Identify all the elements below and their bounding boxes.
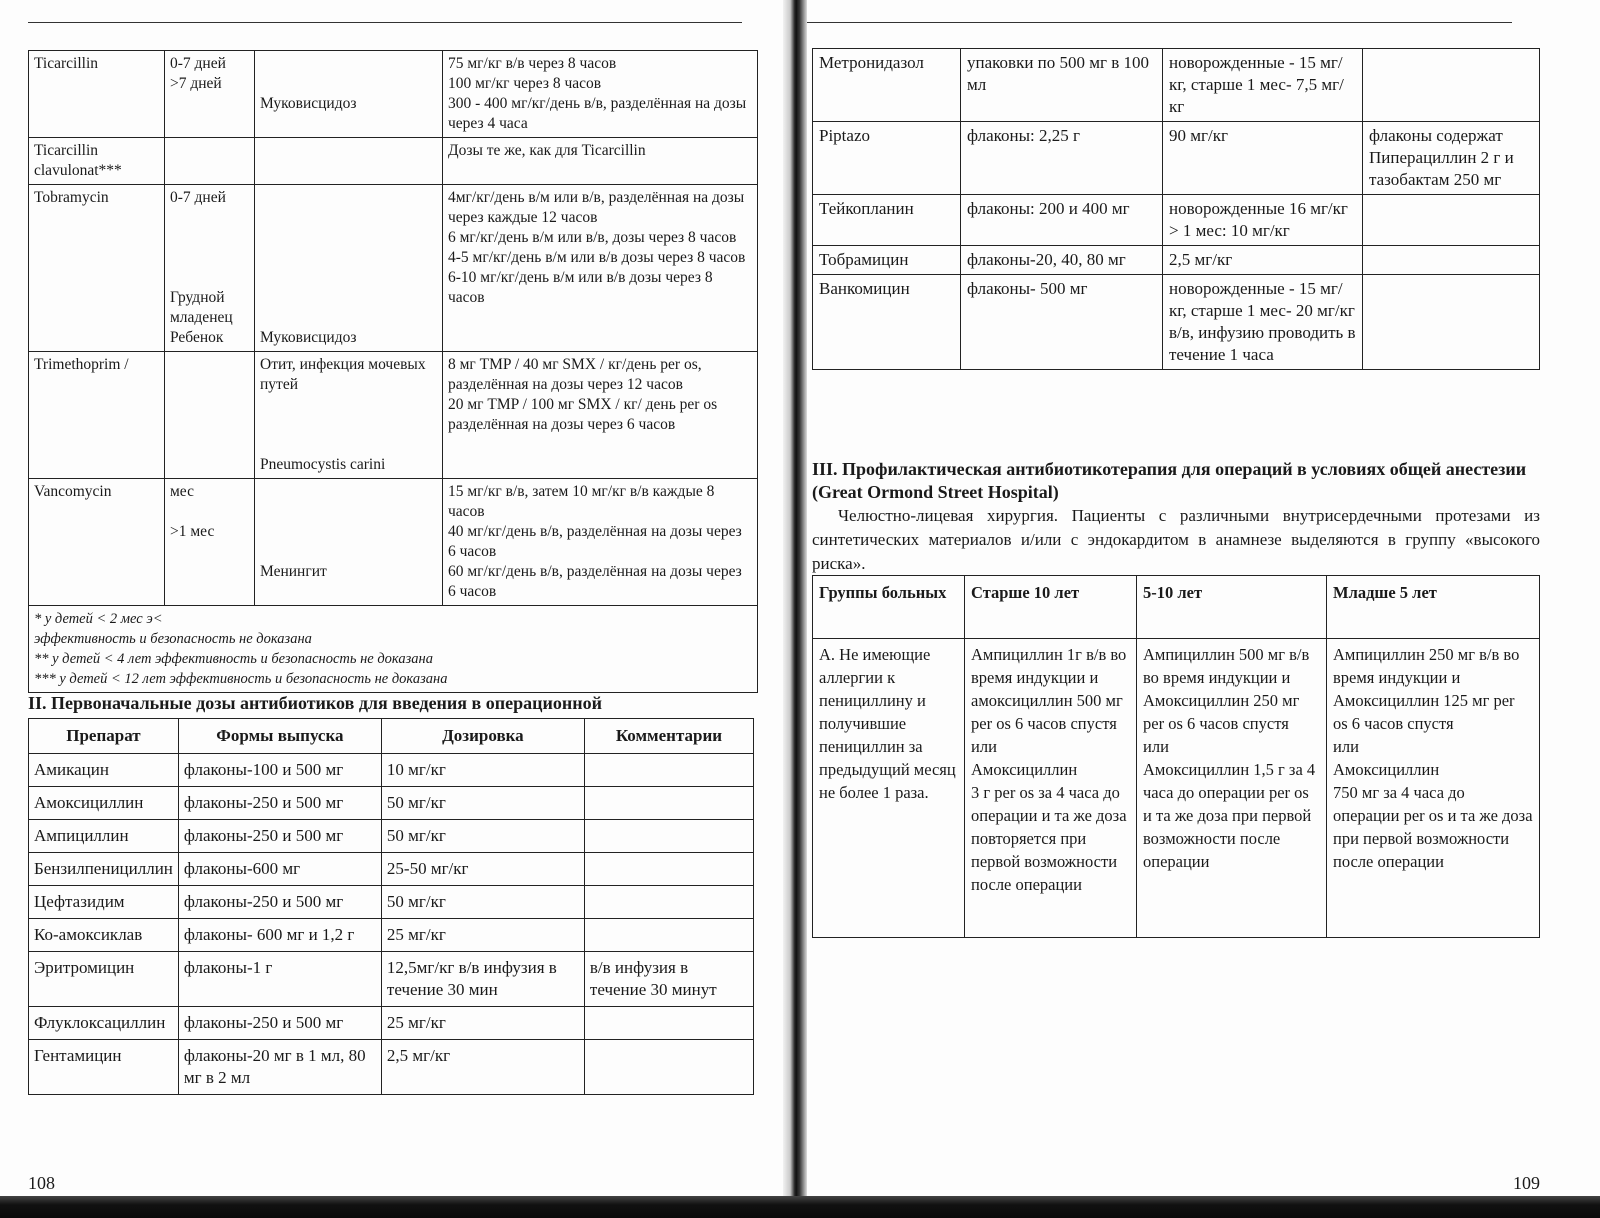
top-rule-left — [28, 22, 742, 23]
age-group-cell: 0-7 дней Грудной младенец Ребенок — [165, 185, 255, 352]
drug-name-cell: Эритромицин — [29, 952, 179, 1007]
table-row — [29, 919, 754, 952]
regimen-under-5-cell: Ампициллин 250 мг в/в во время индукции и Амоксициллин 125 мг per os 6 часов спустя или Амоксициллин 750 мг за 4 часа до операции per os и та же доза при первой возможности после операции — [1327, 639, 1540, 938]
release-form-cell: флаконы-250 и 500 мг — [178, 820, 381, 853]
drug-name-cell: Ванкомицин — [813, 275, 961, 370]
comment-cell — [584, 853, 753, 886]
drug-name-cell: Тейкопланин — [813, 195, 961, 246]
dosage-cell: 2,5 мг/кг — [1163, 246, 1363, 275]
table-row — [29, 479, 758, 606]
drug-name-cell: Бензилпенициллин — [29, 853, 179, 886]
footnotes-row — [29, 606, 758, 693]
table-row — [29, 51, 758, 138]
drug-name-cell: Vancomycin — [29, 479, 165, 606]
release-form-cell: флаконы-1 г — [178, 952, 381, 1007]
drug-name-cell: Тобрамицин — [813, 246, 961, 275]
table-row — [29, 1007, 754, 1040]
table-row — [813, 275, 1540, 370]
table-row — [29, 886, 754, 919]
table-header-row — [29, 719, 754, 754]
drug-name-cell: Гентамицин — [29, 1040, 179, 1095]
col-header-5-10: 5-10 лет — [1137, 576, 1327, 639]
footnotes-cell: * у детей < 2 мес э< эффективность и безопасность не доказана ** у детей < 4 лет эффективность и безопасность не доказана *** у детей < 12 лет эффективность и безопасность не доказана — [29, 606, 758, 693]
comment-cell — [1363, 49, 1540, 122]
age-group-cell: мес >1 мес — [165, 479, 255, 606]
drug-name-cell: Амикацин — [29, 754, 179, 787]
book-spine — [783, 0, 807, 1218]
col-header-forms: Формы выпуска — [178, 719, 381, 754]
table-row — [29, 853, 754, 886]
age-group-cell — [165, 138, 255, 185]
indication-cell: Менингит — [255, 479, 443, 606]
table-row — [29, 754, 754, 787]
page-number-right: 109 — [1513, 1173, 1540, 1193]
patient-group-cell: А. Не имеющие аллергии к пенициллину и получившие пенициллин за предыдущий месяц не более 1 раза. — [813, 639, 965, 938]
drug-name-cell: Ко-амоксиклав — [29, 919, 179, 952]
col-header-group: Группы больных — [813, 576, 965, 639]
release-form-cell: флаконы- 600 мг и 1,2 г — [178, 919, 381, 952]
release-form-cell: флаконы: 200 и 400 мг — [961, 195, 1163, 246]
col-header-under-5: Младше 5 лет — [1327, 576, 1540, 639]
dosage-cell: 50 мг/кг — [381, 787, 584, 820]
col-header-over-10: Старше 10 лет — [965, 576, 1137, 639]
comment-cell — [584, 754, 753, 787]
release-form-cell: флаконы-600 мг — [178, 853, 381, 886]
drug-name-cell: Амоксициллин — [29, 787, 179, 820]
comment-cell — [1363, 275, 1540, 370]
release-form-cell: флаконы-20 мг в 1 мл, 80 мг в 2 мл — [178, 1040, 381, 1095]
drug-name-cell: Ампициллин — [29, 820, 179, 853]
drug-name-cell: Ticarcillin clavulonat*** — [29, 138, 165, 185]
table-row — [813, 122, 1540, 195]
age-group-cell: 0-7 дней >7 дней — [165, 51, 255, 138]
drug-name-cell: Флуклоксациллин — [29, 1007, 179, 1040]
release-form-cell: флаконы: 2,25 г — [961, 122, 1163, 195]
dose-cell: 4мг/кг/день в/м или в/в, разделённая на дозы через каждые 12 часов 6 мг/кг/день в/м или в/в, дозы через 8 часов 4-5 мг/кг/день в/м или в/в дозы через 8 часов 6-10 мг/кг/день в/м или в/в дозы через 8 часов — [443, 185, 758, 352]
table-row — [29, 787, 754, 820]
section-2-heading: II. Первоначальные дозы антибиотиков для введения в операционной — [28, 693, 602, 713]
dosage-cell: 50 мг/кг — [381, 820, 584, 853]
comment-cell — [584, 787, 753, 820]
table-row — [29, 1040, 754, 1095]
age-group-cell — [165, 352, 255, 479]
regimen-over-10-cell: Ампициллин 1г в/в во время индукции и амоксициллин 500 мг per os 6 часов спустя или Амоксициллин 3 г per os за 4 часа до операции и та же доза повторяется при первой возможности после операции — [965, 639, 1137, 938]
dosage-cell: 50 мг/кг — [381, 886, 584, 919]
dosage-cell: 2,5 мг/кг — [381, 1040, 584, 1095]
left-page — [0, 0, 788, 1218]
dose-cell: 8 мг TMP / 40 мг SMX / кг/день per os, разделённая на дозы через 12 часов 20 мг TMP / 100 мг SMX / кг/ день per os разделённая на дозы через 6 часов — [443, 352, 758, 479]
comment-cell — [1363, 246, 1540, 275]
comment-cell — [584, 886, 753, 919]
release-form-cell: флаконы-250 и 500 мг — [178, 1007, 381, 1040]
dosage-cell: 10 мг/кг — [381, 754, 584, 787]
drug-name-cell: Цефтазидим — [29, 886, 179, 919]
dosage-cell: новорожденные - 15 мг/кг, старше 1 мес- 7,5 мг/кг — [1163, 49, 1363, 122]
table-row — [813, 639, 1540, 938]
dosage-cell: 12,5мг/кг в/в инфузия в течение 30 мин — [381, 952, 584, 1007]
comment-cell — [584, 1007, 753, 1040]
table-row — [29, 820, 754, 853]
comment-cell — [584, 1040, 753, 1095]
regimen-5-10-cell: Ампициллин 500 мг в/в во время индукции и Амоксициллин 250 мг per os 6 часов спустя или Амоксициллин 1,5 г за 4 часа до операции per os и та же доза при первой возможности после операции — [1137, 639, 1327, 938]
drug-name-cell: Tobramycin — [29, 185, 165, 352]
comment-cell: флаконы содержат Пиперациллин 2 г и тазобактам 250 мг — [1363, 122, 1540, 195]
table-row — [813, 49, 1540, 122]
drug-name-cell: Метронидазол — [813, 49, 961, 122]
prophylaxis-table — [812, 575, 1540, 938]
dosage-cell: 25-50 мг/кг — [381, 853, 584, 886]
indication-cell — [255, 138, 443, 185]
drug-name-cell: Ticarcillin — [29, 51, 165, 138]
dosage-cell: 25 мг/кг — [381, 1007, 584, 1040]
release-form-cell: флаконы-250 и 500 мг — [178, 886, 381, 919]
indication-cell: Муковисцидоз — [255, 51, 443, 138]
dose-cell: 75 мг/кг в/в через 8 часов 100 мг/кг через 8 часов 300 - 400 мг/кг/день в/в, разделённая на дозы через 4 часа — [443, 51, 758, 138]
top-rule-right — [800, 22, 1512, 23]
drug-name-cell: Piptazo — [813, 122, 961, 195]
drug-name-cell: Trimethoprim / — [29, 352, 165, 479]
comment-cell — [584, 919, 753, 952]
table-header-row — [813, 576, 1540, 639]
indication-cell: Муковисцидоз — [255, 185, 443, 352]
dosage-cell: новорожденные - 15 мг/кг, старше 1 мес- 20 мг/кг в/в, инфузию проводить в течение 1 часа — [1163, 275, 1363, 370]
comment-cell: в/в инфузия в течение 30 минут — [584, 952, 753, 1007]
comment-cell — [1363, 195, 1540, 246]
indication-cell: Отит, инфекция мочевых путей Pneumocystis carini — [255, 352, 443, 479]
release-form-cell: флаконы-20, 40, 80 мг — [961, 246, 1163, 275]
table-row — [813, 246, 1540, 275]
comment-cell — [584, 820, 753, 853]
section-3-heading: III. Профилактическая антибиотикотерапия для операций в условиях общей анестезии (Great Ormond Street Hospital) — [812, 459, 1527, 502]
dosage-cell: 90 мг/кг — [1163, 122, 1363, 195]
dosage-cell: 25 мг/кг — [381, 919, 584, 952]
dose-cell: 15 мг/кг в/в, затем 10 мг/кг в/в каждые 8 часов 40 мг/кг/день в/в, разделённая на дозы через 6 часов 60 мг/кг/день в/в, разделённая на дозы через 6 часов — [443, 479, 758, 606]
page-number-left: 108 — [28, 1173, 55, 1193]
section-3-paragraph: Челюстно-лицевая хирургия. Пациенты с различными внутрисердечными протезами из синтетических материалов и/или с эндокардитом в анамнезе выделяются в группу «высокого риска». — [812, 506, 1540, 573]
table-row — [29, 185, 758, 352]
pediatric-dosage-table — [28, 50, 758, 693]
table-row — [29, 352, 758, 479]
col-header-drug: Препарат — [29, 719, 179, 754]
release-form-cell: флаконы-250 и 500 мг — [178, 787, 381, 820]
dose-cell: Дозы те же, как для Ticarcillin — [443, 138, 758, 185]
col-header-dosage: Дозировка — [381, 719, 584, 754]
col-header-comments: Комментарии — [584, 719, 753, 754]
dosage-cell: новорожденные 16 мг/кг > 1 мес: 10 мг/кг — [1163, 195, 1363, 246]
table-row — [813, 195, 1540, 246]
table-row — [29, 952, 754, 1007]
release-form-cell: флаконы-100 и 500 мг — [178, 754, 381, 787]
page-bottom-edge — [0, 1196, 1600, 1218]
release-form-cell: упаковки по 500 мг в 100 мл — [961, 49, 1163, 122]
release-form-cell: флаконы- 500 мг — [961, 275, 1163, 370]
table-row — [29, 138, 758, 185]
initial-doses-table — [28, 718, 754, 1095]
drug-forms-table-continued — [812, 48, 1540, 370]
